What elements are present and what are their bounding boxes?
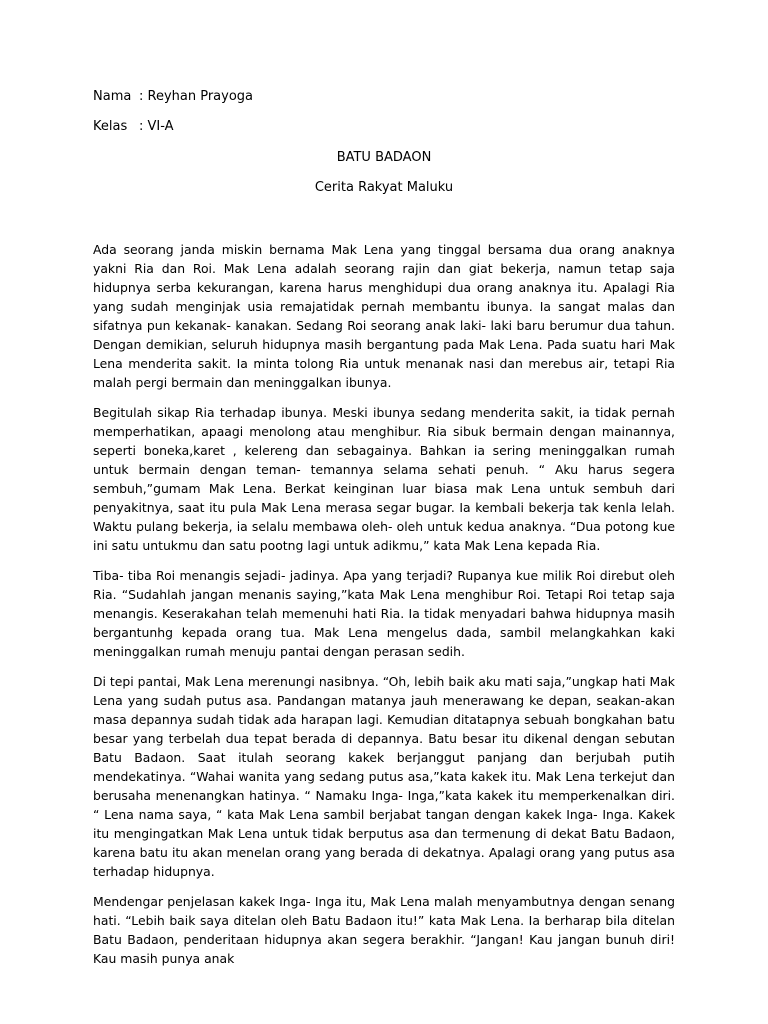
document-title: BATU BADAON [336,150,432,165]
class-value: : VI-A [139,119,174,134]
paragraph-3: Tiba- tiba Roi menangis sejadi- jadinya. Apa yang terjadi? Rupanya kue milik Roi direbut oleh Ria. “Sudahlah jangan menanis saying,”kata Mak Lena menghibur Roi. Tetapi Roi tetap saja menangis. Keserakahan telah memenuhi hati Ria. Ia tidak menyadari bahwa hidupnya masih bergantunhg kepada orang tua. Mak Lena mengelus dada, sambil melangkahkan kaki meninggalkan rumah menuju pantai dengan perasan sedih. [93,568,675,659]
story-body [93,240,675,979]
paragraph-1: Ada seorang janda miskin bernama Mak Lena yang tinggal bersama dua orang anaknya yakni Ria dan Roi. Mak Lena adalah seorang rajin dan giat bekerja, namun tetap saja hidupnya serba kekurangan, karena harus menghidupi dua orang anaknya itu. Apalagi Ria yang sudah menginjak usia remajatidak pernah membantu ibunya. Ia sangat malas dan sifatnya pun kekanak- kanakan. Sedang Roi seorang anak laki- laki baru berumur dua tahun. Dengan demikian, seluruh hidupnya masih bergantung pada Mak Lena. Pada suatu hari Mak Lena menderita sakit. Ia minta tolong Ria untuk menanak nasi dan merebus air, tetapi Ria malah pergi bermain dan meninggalkan ibunya. [93,242,675,390]
name-line [93,89,253,105]
class-line [93,119,174,135]
document-subtitle: Cerita Rakyat Maluku [314,180,454,195]
class-label: Kelas [93,119,128,134]
paragraph-4: Di tepi pantai, Mak Lena merenungi nasibnya. “Oh, lebih baik aku mati saja,”ungkap hati Mak Lena yang sudah putus asa. Pandangan matanya jauh menerawang ke depan, seakan-akan masa depannya sudah tidak ada harapan lagi. Kemudian ditatapnya sebuah bongkahan batu besar yang terbelah dua tepat berada di depannya. Batu besar itu dikenal dengan sebutan Batu Badaon. Saat itulah seorang kakek berjanggut panjang dan berjubah putih mendekatinya. “Wahai wanita yang sedang putus asa,”kata kakek itu. Mak Lena terkejut dan berusaha menenangkan hatinya. “ Namaku Inga- Inga,”kata kakek itu memperkenalkan diri. “ Lena nama saya, “ kata Mak Lena sambil berjabat tangan dengan kakek Inga- Inga. Kakek itu mengingatkan Mak Lena untuk tidak berputus asa dan termenung di dekat Batu Badaon, karena batu itu akan menelan orang yang berada di dekatnya. Apalagi orang yang putus asa terhadap hidupnya. [93,674,675,879]
paragraph-2: Begitulah sikap Ria terhadap ibunya. Meski ibunya sedang menderita sakit, ia tidak pernah memperhatikan, apaagi menolong atau menghibur. Ria sibuk bermain dengan mainannya, seperti boneka,karet , kelereng dan sebagainya. Bahkan ia sering meninggalkan rumah untuk bermain dengan teman- temannya selama sehati penuh. “ Aku harus segera sembuh,”gumam Mak Lena. Berkat keinginan luar biasa mak Lena untuk sembuh dari penyakitnya, saat itu pula Mak Lena merasa segar bugar. Ia kembali bekerja tak kenla lelah. Waktu pulang bekerja, ia selalu membawa oleh- oleh untuk kedua anaknya. “Dua potong kue ini satu untukmu dan satu pootng lagi untuk adikmu,” kata Mak Lena kepada Ria. [93,405,675,553]
name-value: : Reyhan Prayoga [139,89,254,104]
name-label: Nama [93,89,132,104]
paragraph-5: Mendengar penjelasan kakek Inga- Inga itu, Mak Lena malah menyambutnya dengan senang hati. “Lebih baik saya ditelan oleh Batu Badaon itu!” kata Mak Lena. Ia berharap bila ditelan Batu Badaon, penderitaan hidupnya akan segera berakhir. “Jangan! Kau jangan bunuh diri! Kau masih punya anak [93,894,675,966]
